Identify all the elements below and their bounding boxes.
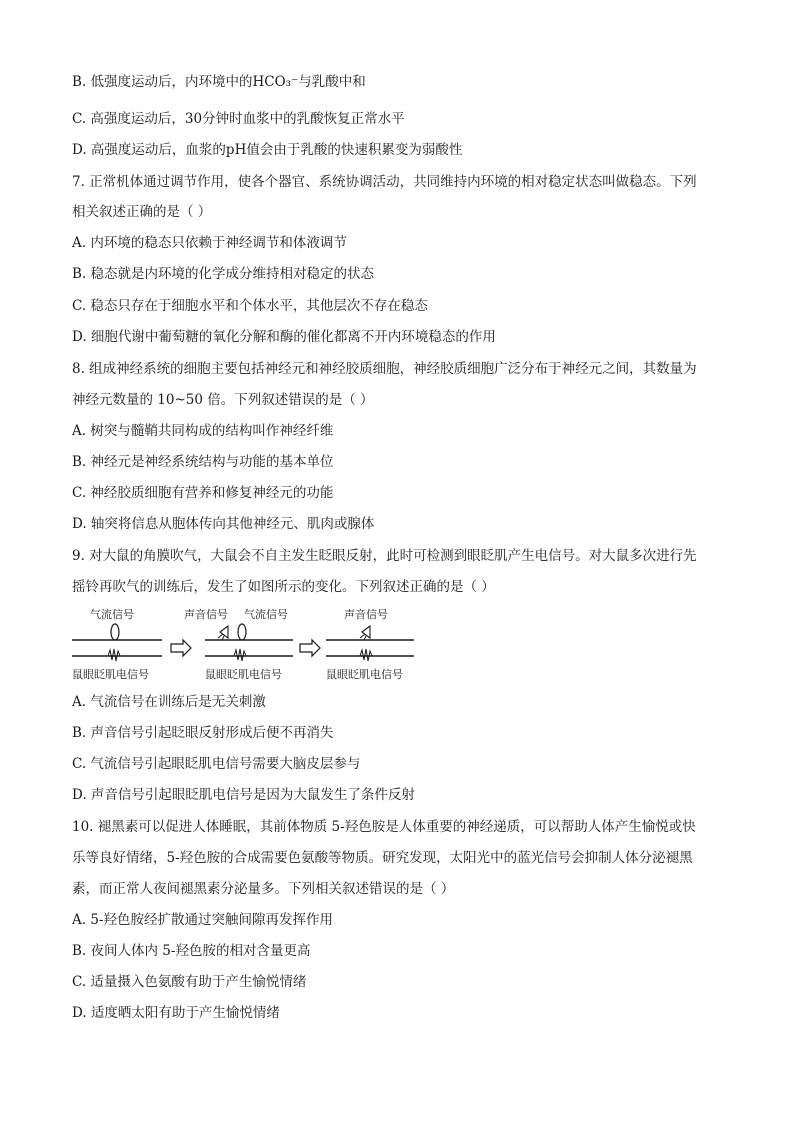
option-8b: B. 神经元是神经系统结构与功能的基本单位: [72, 454, 334, 470]
option-10a: A. 5-羟色胺经扩散通过突触间隙再发挥作用: [72, 912, 333, 928]
panel2-top-left-label: 声音信号: [184, 608, 228, 621]
question-8-stem: 8. 组成神经系统的细胞主要包括神经元和神经胶质细胞，神经胶质细胞广泛分布于神经元之间，其数量为: [72, 361, 697, 377]
option-9a: A. 气流信号在训练后是无关刺激: [72, 694, 266, 710]
question-7-stem: 7. 正常机体通过调节作用，使各个器官、系统协调活动，共同维持内环境的相对稳定状态叫做稳态。下列: [72, 174, 697, 190]
panel1-bottom-label: 鼠眼眨肌电信号: [72, 668, 149, 681]
option-10b: B. 夜间人体内 5-羟色胺的相对含量更高: [72, 943, 311, 959]
option-8d: D. 轴突将信息从胞体传向其他神经元、肌肉或腺体: [72, 516, 375, 532]
option-6c: C. 高强度运动后，30分钟时血浆中的乳酸恢复正常水平: [72, 111, 405, 127]
conditioning-figure: [68, 604, 428, 684]
option-8c: C. 神经胶质细胞有营养和修复神经元的功能: [72, 485, 334, 501]
option-7c: C. 稳态只存在于细胞水平和个体水平，其他层次不存在稳态: [72, 298, 428, 314]
option-9b: B. 声音信号引起眨眼反射形成后便不再消失: [72, 725, 334, 741]
option-7b: B. 稳态就是内环境的化学成分维持相对稳定的状态: [72, 266, 375, 282]
panel1-top-label: 气流信号: [90, 608, 134, 621]
option-7a: A. 内环境的稳态只依赖于神经调节和体液调节: [72, 235, 347, 251]
panel3-top-label: 声音信号: [344, 608, 388, 621]
question-9-stem: 9. 对大鼠的角膜吹气，大鼠会不自主发生眨眼反射，此时可检测到眼眨肌产生电信号。对大鼠多次进行先: [72, 548, 697, 564]
option-6b: B. 低强度运动后，内环境中的HCO₃⁻与乳酸中和: [72, 74, 366, 90]
question-10-stem-cont: 乐等良好情绪，5-羟色胺的合成需要色氨酸等物质。研究发现，太阳光中的蓝光信号会抑制人体分泌褪黑: [72, 850, 693, 866]
airflow-icon: [238, 624, 246, 640]
question-9-stem-cont: 摇铃再吹气的训练后，发生了如图所示的变化。下列叙述正确的是（ ）: [72, 579, 495, 595]
question-8-stem-cont: 神经元数量的 10~50 倍。下列叙述错误的是（ ）: [72, 392, 374, 408]
airflow-icon: [111, 624, 119, 640]
question-7-stem-cont: 相关叙述正确的是（ ）: [72, 204, 212, 220]
option-10c: C. 适量摄入色氨酸有助于产生愉悦情绪: [72, 974, 307, 990]
option-10d: D. 适度晒太阳有助于产生愉悦情绪: [72, 1005, 280, 1021]
arrow-icon: [171, 640, 191, 656]
panel2-bottom-label: 鼠眼眨肌电信号: [205, 668, 282, 681]
panel3-signal-wave: [360, 649, 372, 661]
question-10-stem-cont2: 素，而正常人夜间褪黑素分泌量多。下列相关叙述错误的是（ ）: [72, 881, 455, 897]
option-6d: D. 高强度运动后，血浆的pH值会由于乳酸的快速积累变为弱酸性: [72, 142, 463, 158]
option-9c: C. 气流信号引起眼眨肌电信号需要大脑皮层参与: [72, 756, 361, 772]
panel3-bottom-label: 鼠眼眨肌电信号: [326, 668, 403, 681]
option-8a: A. 树突与髓鞘共同构成的结构叫作神经纤维: [72, 423, 334, 439]
arrow-icon: [300, 640, 320, 656]
panel1-signal-wave: [108, 649, 120, 661]
panel2-top-right-label: 气流信号: [244, 608, 288, 621]
option-7d: D. 细胞代谢中葡萄糖的氧化分解和酶的催化都离不开内环境稳态的作用: [72, 329, 496, 345]
panel2-signal-wave: [234, 649, 246, 661]
option-9d: D. 声音信号引起眼眨肌电信号是因为大鼠发生了条件反射: [72, 787, 415, 803]
question-10-stem: 10. 褪黑素可以促进人体睡眠，其前体物质 5-羟色胺是人体重要的神经递质，可以帮助人体产生愉悦或快: [72, 819, 696, 835]
